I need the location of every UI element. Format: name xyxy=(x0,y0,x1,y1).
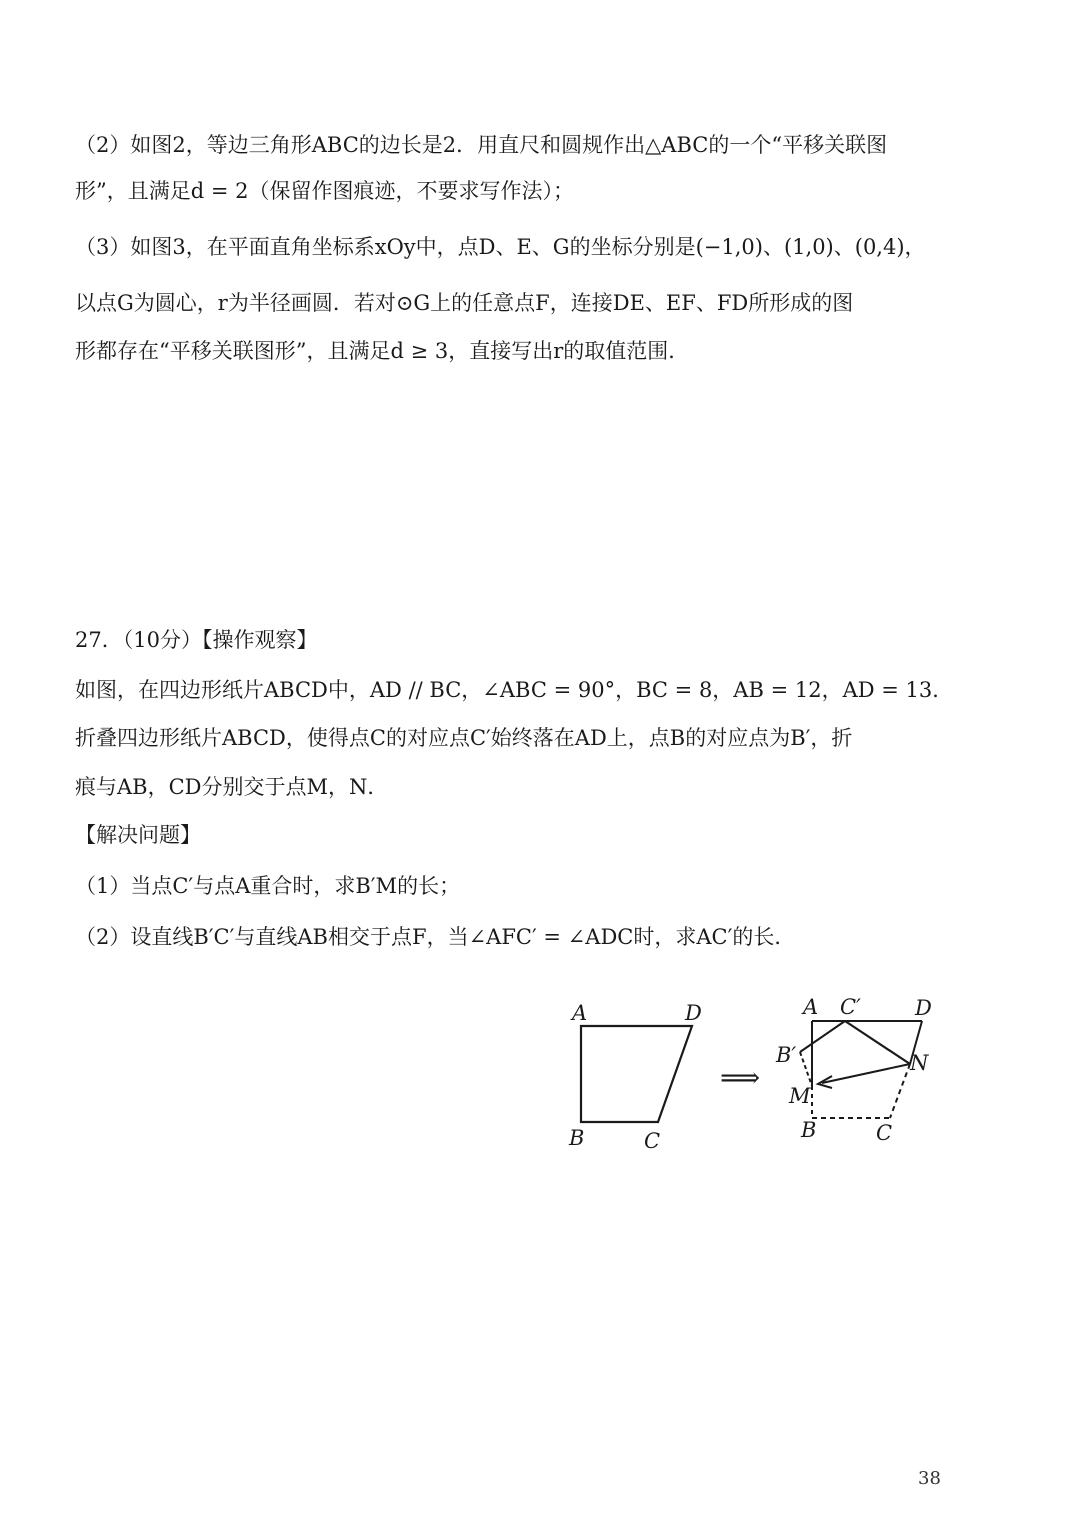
label-d-left: D xyxy=(685,1001,702,1025)
label-n: N xyxy=(910,1051,929,1075)
label-b-prime: B′ xyxy=(776,1043,797,1067)
label-c-prime: C′ xyxy=(840,995,861,1019)
crease-mn xyxy=(822,1064,910,1083)
arrow-icon: ⟹ xyxy=(720,1061,761,1094)
label-b-right: B xyxy=(801,1118,817,1142)
label-m: M xyxy=(789,1084,811,1108)
q27-body-line-3: 痕与AB，CD分别交于点M，N． xyxy=(75,775,389,799)
label-a-left: A xyxy=(572,1001,588,1025)
q3-line-2: 以点G为圆心，r为半径画圆．若对⊙G上的任意点F，连接DE、EF、FD所形成的图 xyxy=(75,291,854,315)
segment-cprime-bprime xyxy=(800,1021,845,1052)
q2-line-1: （2）如图2，等边三角形ABC的边长是2．用直尺和圆规作出△ABC的一个“平移关联图 xyxy=(75,133,888,157)
page-number: 38 xyxy=(918,1468,941,1489)
segment-cprime-n xyxy=(845,1021,910,1064)
q2-line-2: 形”，且满足d = 2（保留作图痕迹，不要求写作法）； xyxy=(75,179,574,203)
segment-bprime-m-dashed xyxy=(800,1052,812,1086)
q27-body-line-1: 如图，在四边形纸片ABCD中，AD // BC，∠ABC = 90°，BC = 8，AB = 12，AD = 13． xyxy=(75,678,954,702)
label-a-right: A xyxy=(803,995,819,1019)
label-c-left: C xyxy=(644,1129,661,1153)
q27-sub-question-1: （1）当点C′与点A重合时，求B′M的长； xyxy=(75,874,461,898)
quadrilateral-abcd xyxy=(581,1026,692,1122)
label-c-right: C xyxy=(876,1121,893,1145)
figure-left xyxy=(568,1001,702,1153)
q27-body-line-2: 折叠四边形纸片ABCD，使得点C的对应点C′始终落在AD上，点B的对应点为B′，折 xyxy=(75,726,853,750)
q27-sub-question-2: （2）设直线B′C′与直线AB相交于点F，当∠AFC′ = ∠ADC时，求AC′的长． xyxy=(75,925,796,949)
q27-section-heading: 【解决问题】 xyxy=(75,823,201,847)
figure-svg xyxy=(560,990,960,1160)
label-d-right: D xyxy=(915,996,932,1020)
label-b-left: B xyxy=(569,1126,585,1150)
q3-line-3: 形都存在“平移关联图形”，且满足d ≥ 3，直接写出r的取值范围． xyxy=(75,339,690,363)
figure-right xyxy=(775,995,932,1145)
q3-line-1: （3）如图3，在平面直角坐标系xOy中，点D、E、G的坐标分别是(−1,0)、(1,0)、(0,4)， xyxy=(75,235,926,259)
q27-heading: 27．（10分）【操作观察】 xyxy=(75,628,318,652)
segment-nc-dashed xyxy=(890,1064,910,1118)
figures xyxy=(560,990,960,1160)
